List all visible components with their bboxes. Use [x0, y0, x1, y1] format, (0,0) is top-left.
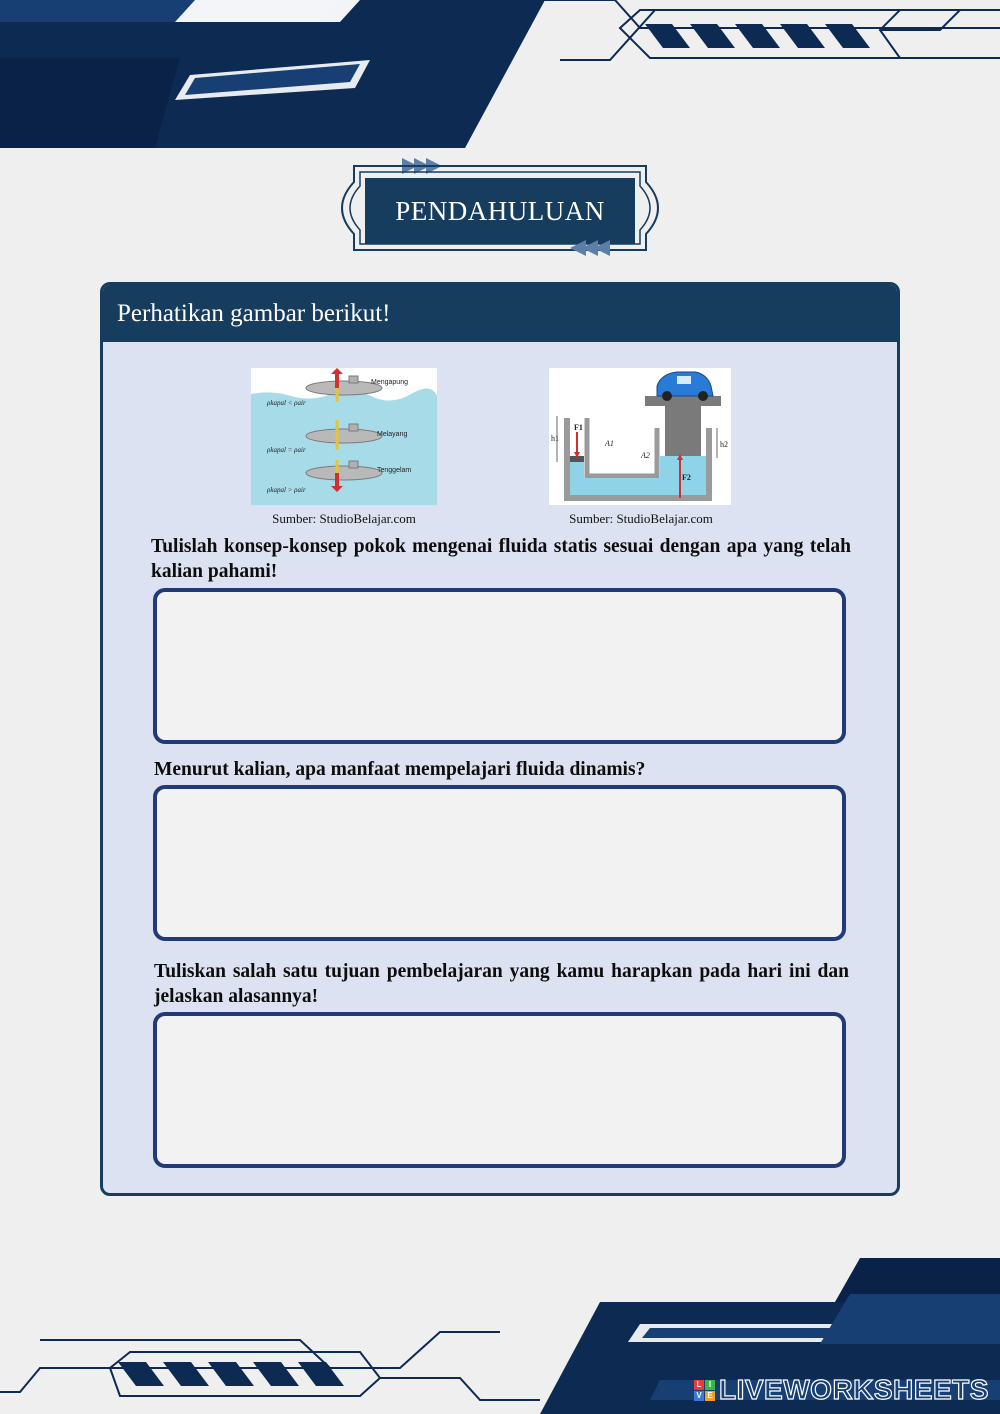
answer-box-3[interactable]	[153, 1012, 846, 1168]
figure-caption-right: Sumber: StudioBelajar.com	[569, 511, 713, 526]
answer-box-2[interactable]	[153, 785, 846, 941]
answer-input-2[interactable]	[157, 789, 842, 937]
intro-panel	[100, 282, 900, 1196]
label-f2: F2	[682, 473, 691, 482]
label-float: Mengapung	[371, 379, 408, 386]
logo-letter-v: V	[694, 1391, 704, 1401]
brand-name: LIVEWORKSHEETS	[719, 1374, 989, 1405]
top-decoration	[0, 0, 1000, 160]
label-h1: h1	[551, 434, 559, 443]
label-a1: A1	[605, 439, 614, 448]
logo-letter-e: E	[705, 1391, 715, 1401]
liveworksheets-logo-icon	[694, 1380, 715, 1401]
panel-header: Perhatikan gambar berikut!	[103, 285, 897, 342]
label-rel2: ρkapal = ρair	[267, 446, 306, 454]
label-rel3: ρkapal > ρair	[267, 486, 306, 494]
question-2: Menurut kalian, apa manfaat mempelajari fluida dinamis?	[154, 759, 646, 780]
label-f1: F1	[574, 423, 583, 432]
figure-caption-left: Sumber: StudioBelajar.com	[272, 511, 416, 526]
logo-letter-l: L	[694, 1380, 704, 1390]
answer-input-3[interactable]	[157, 1016, 842, 1164]
buoyancy-figure	[251, 368, 437, 505]
liveworksheets-brand	[694, 1375, 989, 1405]
answer-input-1[interactable]	[157, 592, 842, 740]
hydraulic-figure	[549, 368, 731, 505]
question-1: Tulislah konsep-konsep pokok mengenai fluida statis sesuai dengan apa yang telah kalian pahami!	[151, 536, 851, 582]
question-3: Tuliskan salah satu tujuan pembelajaran yang kamu harapkan pada hari ini dan jelaskan alasannya!	[154, 961, 849, 1007]
label-hover: Melayang	[377, 431, 408, 438]
page-title: PENDAHULUAN	[395, 195, 605, 226]
label-h2: h2	[720, 440, 728, 449]
answer-box-1[interactable]	[153, 588, 846, 744]
label-a2: A2	[641, 451, 650, 460]
label-rel1: ρkapal < ρair	[267, 399, 306, 407]
logo-letter-i: I	[705, 1380, 715, 1390]
label-sink: Tenggelam	[377, 467, 412, 474]
